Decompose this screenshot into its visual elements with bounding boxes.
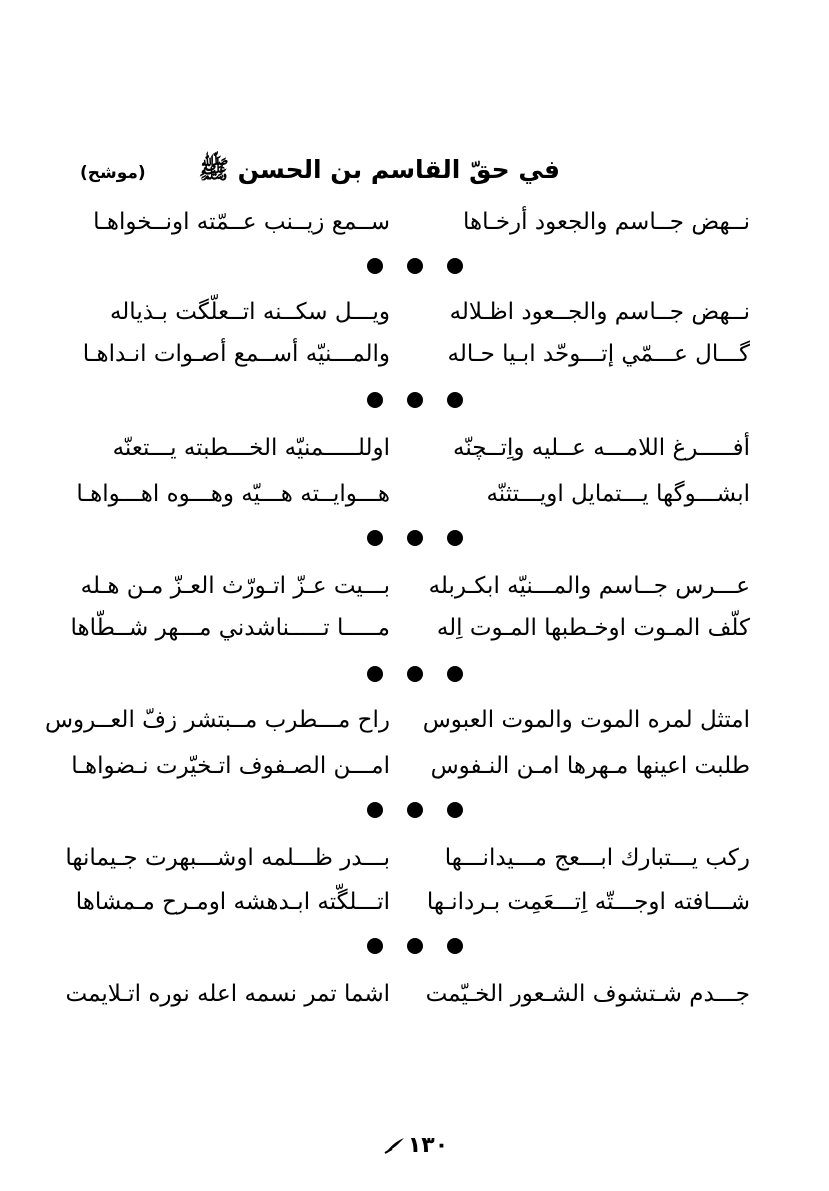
verse-1-first-hemistich: نــهض جــاسم والجعود أرخـاها	[462, 209, 750, 235]
separator-dot	[367, 392, 383, 408]
stanza-separator	[367, 392, 463, 408]
verse-9-first-hemistich: طلبت اعينها مـهرها امـن النـفوس	[430, 753, 750, 779]
stanza-separator	[367, 530, 463, 546]
separator-dot	[367, 938, 383, 954]
separator-dot	[447, 392, 463, 408]
verse-1-second-hemistich: ســمع زيــنب عــمّته اونــخواهـا	[93, 209, 390, 235]
verse-3-first-hemistich: گـــال عـــمّي إتـــوحّد ابـيا حـاله	[447, 341, 750, 367]
verse-5-first-hemistich: ابشـــوگها يـــتمايل اويـــتثنّه	[486, 481, 750, 507]
verse-8-second-hemistich: راح مـــطرب مــبتشر زفّ العــروس	[44, 707, 390, 733]
page-number-text: ١٣٠	[407, 1132, 449, 1158]
separator-dot	[407, 530, 423, 546]
stanza-separator	[367, 258, 463, 274]
separator-dot	[407, 938, 423, 954]
stanza-separator	[367, 666, 463, 682]
separator-dot	[367, 530, 383, 546]
verse-10-first-hemistich: ركب يـــتبارك ابـــعج مـــيدانـــها	[444, 845, 750, 871]
separator-dot	[447, 530, 463, 546]
verse-3-second-hemistich: والمـــنيّه أســمع أصـوات انـداهـا	[82, 341, 390, 367]
verse-8-first-hemistich: امتثل لمره الموت والموت العبوس	[422, 707, 750, 733]
separator-dot	[407, 258, 423, 274]
verse-11-second-hemistich: اتـــلگّته ابـدهشه اومـرح مـمشاها	[75, 889, 390, 915]
quill-pen-icon	[384, 1136, 406, 1154]
poem-title: في حقّ القاسم بن الحسن ﷺ	[198, 155, 560, 184]
separator-dot	[407, 392, 423, 408]
verse-12-second-hemistich: اشما تمر نسمه اعله نوره اتـلايمت	[65, 981, 390, 1007]
poem-form-label: (موشح)	[80, 163, 146, 183]
separator-dot	[367, 666, 383, 682]
separator-dot	[367, 258, 383, 274]
separator-dot	[367, 802, 383, 818]
verse-7-second-hemistich: مـــــا تـــــناشدني مـــهر شــطّاها	[70, 615, 390, 641]
stanza-separator	[367, 802, 463, 818]
separator-dot	[447, 258, 463, 274]
verse-4-first-hemistich: أفـــــرغ اللامـــه عــليه واِتــچنّه	[453, 435, 750, 461]
verse-5-second-hemistich: هـــوايــته هـــيّه وهـــوه اهـــواهـا	[76, 481, 390, 507]
page-number	[374, 1128, 458, 1162]
separator-dot	[447, 802, 463, 818]
separator-dot	[407, 802, 423, 818]
separator-dot	[407, 666, 423, 682]
verse-12-first-hemistich: جـــدم شـتشوف الشـعور الخـيّمت	[425, 981, 750, 1007]
verse-11-first-hemistich: شـــافته اوجـــتّه اِتـــعَمِت بـردانـها	[426, 889, 750, 915]
verse-2-second-hemistich: ويـــل سكــنه اتــعلّگت بـذياله	[109, 299, 390, 325]
stanza-separator	[367, 938, 463, 954]
separator-dot	[447, 938, 463, 954]
verse-6-first-hemistich: عـــرس جــاسم والمـــنيّه ابكـربله	[428, 573, 750, 599]
separator-dot	[447, 666, 463, 682]
verse-6-second-hemistich: بـــيت عـزّ اتـورّث العـزّ مـن هـله	[80, 573, 390, 599]
verse-4-second-hemistich: اوللـــــمنيّه الخـــطبته يـــتعنّه	[112, 435, 390, 461]
verse-7-first-hemistich: كلّف المـوت اوخـطبها المـوت اِله	[436, 615, 750, 641]
verse-9-second-hemistich: امـــن الصـفوف اتـخيّرت نـضواهـا	[71, 753, 390, 779]
verse-2-first-hemistich: نــهض جــاسم والجــعود اظـلاله	[449, 299, 750, 325]
verse-10-second-hemistich: بـــدر ظـــلمه اوشـــبهرت جـيمانها	[65, 845, 390, 871]
